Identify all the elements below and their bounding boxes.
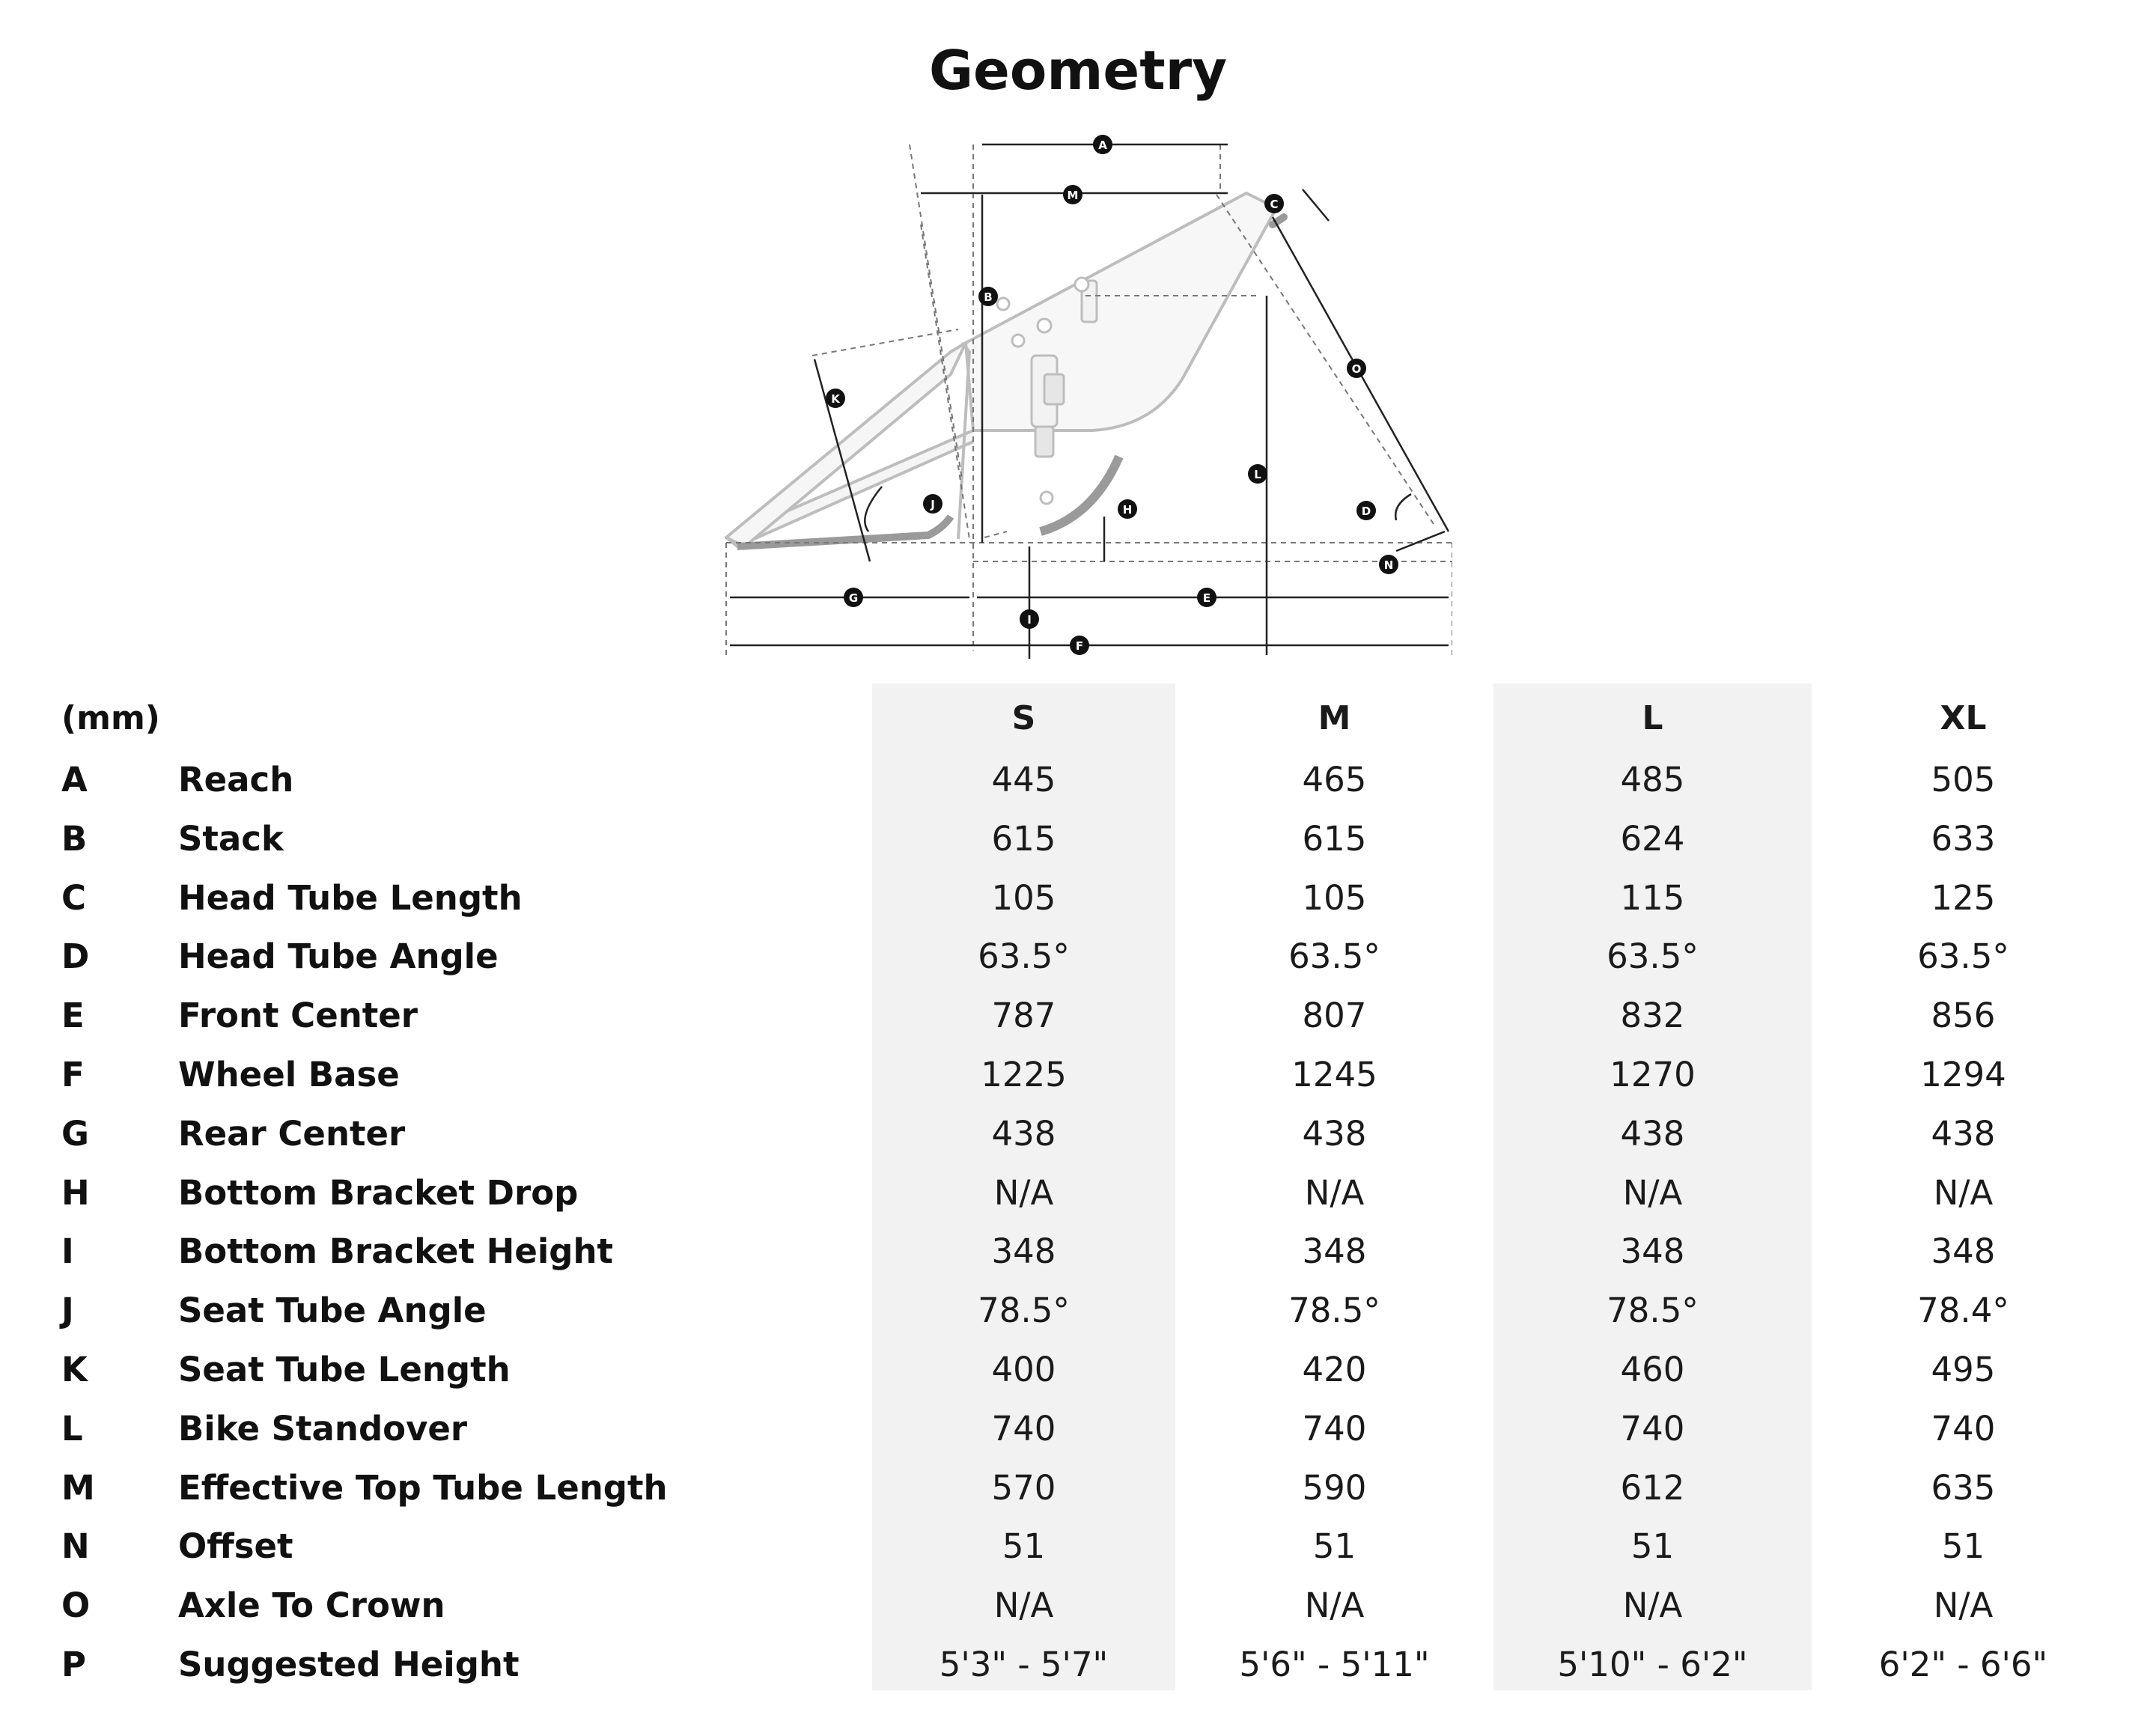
row-letter: O <box>61 1586 91 1626</box>
value-size-xl: 1294 <box>1920 1055 2006 1094</box>
value-size-m: 615 <box>1302 818 1367 859</box>
value-size-xl: 438 <box>1931 1113 1996 1154</box>
size-header-l: L <box>1642 699 1663 737</box>
table-row <box>0 1105 2156 1163</box>
marker-j <box>923 494 943 514</box>
table-row <box>0 751 2156 809</box>
row-label: Rear Center <box>178 1113 406 1154</box>
value-size-l: 740 <box>1620 1408 1685 1449</box>
table-row <box>0 1400 2156 1458</box>
svg-text:G: G <box>848 591 859 605</box>
row-label: Bike Standover <box>178 1408 468 1449</box>
value-size-xl: 125 <box>1931 877 1996 918</box>
row-label: Effective Top Tube Length <box>178 1467 668 1508</box>
value-size-xl: 635 <box>1931 1467 1996 1508</box>
table-row <box>0 1282 2156 1340</box>
marker-e <box>1197 588 1216 607</box>
value-size-s: 348 <box>991 1231 1056 1272</box>
value-size-l: 832 <box>1620 996 1685 1036</box>
svg-text:I: I <box>1027 613 1032 627</box>
table-row <box>0 869 2156 927</box>
value-size-l: 5'10" - 6'2" <box>1557 1645 1748 1684</box>
value-size-l: 78.5° <box>1607 1291 1699 1331</box>
marker-i <box>1020 609 1039 629</box>
value-size-m: 740 <box>1302 1408 1367 1449</box>
svg-text:L: L <box>1254 468 1261 481</box>
table-row <box>0 927 2156 986</box>
row-label: Axle To Crown <box>178 1586 445 1626</box>
size-header-s: S <box>1011 699 1036 737</box>
marker-a <box>1093 135 1112 154</box>
value-size-s: 740 <box>991 1408 1056 1449</box>
value-size-s: 400 <box>991 1350 1056 1389</box>
row-letter: L <box>61 1408 83 1449</box>
value-size-s: 1225 <box>981 1055 1067 1094</box>
value-size-m: 807 <box>1302 996 1367 1036</box>
marker-c <box>1264 194 1284 213</box>
value-size-xl: 856 <box>1931 996 1996 1036</box>
value-size-m: 105 <box>1302 877 1367 918</box>
value-size-l: 115 <box>1620 877 1685 918</box>
value-size-xl: 495 <box>1931 1350 1996 1389</box>
table-row <box>0 1577 2156 1635</box>
marker-h <box>1118 499 1137 519</box>
row-letter: A <box>61 760 88 799</box>
value-size-l: N/A <box>1622 1172 1683 1213</box>
value-size-l: 460 <box>1620 1350 1685 1389</box>
bike-frame <box>726 193 1284 546</box>
row-label: Front Center <box>178 996 418 1036</box>
value-size-xl: 78.4° <box>1917 1291 2009 1331</box>
row-letter: G <box>61 1113 89 1154</box>
row-letter: K <box>61 1350 88 1389</box>
row-label: Reach <box>178 760 294 799</box>
value-size-l: 348 <box>1620 1231 1685 1272</box>
size-header-m: M <box>1318 699 1351 737</box>
size-header-xl: XL <box>1940 699 1987 737</box>
row-letter: P <box>61 1645 86 1684</box>
value-size-xl: N/A <box>1933 1172 1994 1213</box>
row-letter: B <box>61 818 88 859</box>
value-size-m: 590 <box>1302 1467 1367 1508</box>
unit-label: (mm) <box>61 699 160 737</box>
table-row <box>0 1517 2156 1576</box>
value-size-xl: 6'2" - 6'6" <box>1878 1645 2048 1684</box>
value-size-m: 348 <box>1302 1231 1367 1272</box>
marker-g <box>844 588 863 607</box>
value-size-m: 420 <box>1302 1350 1367 1389</box>
row-letter: C <box>61 877 87 918</box>
table-row <box>0 1341 2156 1399</box>
svg-text:J: J <box>931 498 935 511</box>
row-letter: D <box>61 936 90 977</box>
svg-text:B: B <box>984 290 993 304</box>
svg-text:H: H <box>1122 503 1133 517</box>
value-size-s: 445 <box>991 760 1056 799</box>
value-size-s: 615 <box>991 818 1056 859</box>
value-size-l: 1270 <box>1610 1055 1696 1094</box>
row-letter: F <box>61 1055 85 1094</box>
marker-k <box>826 389 845 408</box>
row-label: Wheel Base <box>178 1055 400 1094</box>
row-letter: M <box>61 1467 95 1508</box>
marker-d <box>1356 501 1376 520</box>
row-label: Offset <box>178 1526 293 1567</box>
svg-text:A: A <box>1098 138 1107 152</box>
value-size-s: 105 <box>991 877 1056 918</box>
row-label: Suggested Height <box>178 1645 520 1684</box>
marker-b <box>978 287 998 306</box>
value-size-m: 5'6" - 5'11" <box>1239 1645 1430 1684</box>
value-size-xl: 633 <box>1931 818 1996 859</box>
table-row <box>0 987 2156 1045</box>
svg-text:M: M <box>1067 189 1079 202</box>
row-label: Head Tube Length <box>178 877 523 918</box>
marker-o <box>1347 359 1366 378</box>
value-size-l: 485 <box>1620 760 1685 799</box>
value-size-l: 624 <box>1620 818 1685 859</box>
page-title: Geometry <box>928 39 1228 102</box>
marker-l <box>1248 464 1267 484</box>
row-label: Bottom Bracket Height <box>178 1231 614 1272</box>
row-letter: E <box>61 996 85 1036</box>
row-letter: N <box>61 1526 90 1567</box>
row-label: Bottom Bracket Drop <box>178 1172 579 1213</box>
svg-text:D: D <box>1361 505 1371 518</box>
svg-text:O: O <box>1351 362 1362 376</box>
row-label: Seat Tube Length <box>178 1350 511 1389</box>
value-size-l: 51 <box>1630 1526 1675 1567</box>
marker-m <box>1063 185 1082 204</box>
value-size-s: 787 <box>991 996 1056 1036</box>
value-size-l: 612 <box>1620 1467 1685 1508</box>
value-size-s: N/A <box>993 1586 1054 1626</box>
value-size-m: 51 <box>1312 1526 1356 1567</box>
value-size-s: 63.5° <box>978 936 1070 977</box>
value-size-xl: 51 <box>1941 1526 1985 1567</box>
value-size-s: 5'3" - 5'7" <box>939 1645 1109 1684</box>
row-label: Stack <box>178 818 284 859</box>
value-size-xl: N/A <box>1933 1586 1994 1626</box>
value-size-m: 1245 <box>1291 1055 1377 1094</box>
table-row <box>0 1222 2156 1281</box>
row-label: Head Tube Angle <box>178 936 499 977</box>
value-size-s: 51 <box>1002 1526 1046 1567</box>
row-label: Seat Tube Angle <box>178 1291 487 1331</box>
value-size-m: 63.5° <box>1288 936 1380 977</box>
svg-text:C: C <box>1270 198 1279 211</box>
marker-n <box>1379 555 1398 574</box>
value-size-s: N/A <box>993 1172 1054 1213</box>
value-size-xl: 740 <box>1931 1408 1996 1449</box>
value-size-s: 438 <box>991 1113 1056 1154</box>
value-size-l: 63.5° <box>1607 936 1699 977</box>
value-size-s: 570 <box>991 1467 1056 1508</box>
svg-text:F: F <box>1075 639 1084 653</box>
table-row <box>0 1636 2156 1694</box>
value-size-xl: 505 <box>1931 760 1996 799</box>
value-size-m: N/A <box>1304 1172 1365 1213</box>
table-row <box>0 1164 2156 1222</box>
value-size-m: 465 <box>1302 760 1367 799</box>
svg-text:E: E <box>1202 591 1211 605</box>
svg-text:K: K <box>831 392 840 406</box>
row-letter: I <box>61 1231 74 1272</box>
value-size-l: 438 <box>1620 1113 1685 1154</box>
row-letter: H <box>61 1172 90 1213</box>
value-size-xl: 63.5° <box>1917 936 2009 977</box>
table-row <box>0 810 2156 868</box>
value-size-m: 438 <box>1302 1113 1367 1154</box>
value-size-m: 78.5° <box>1288 1291 1380 1331</box>
table-row <box>0 1459 2156 1517</box>
marker-f <box>1070 636 1089 655</box>
row-letter: J <box>61 1291 74 1331</box>
value-size-m: N/A <box>1304 1586 1365 1626</box>
svg-text:N: N <box>1383 558 1394 572</box>
geometry-diagram <box>704 127 1452 666</box>
value-size-xl: 348 <box>1931 1231 1996 1272</box>
table-row <box>0 1046 2156 1104</box>
value-size-s: 78.5° <box>978 1291 1070 1331</box>
value-size-l: N/A <box>1622 1586 1683 1626</box>
